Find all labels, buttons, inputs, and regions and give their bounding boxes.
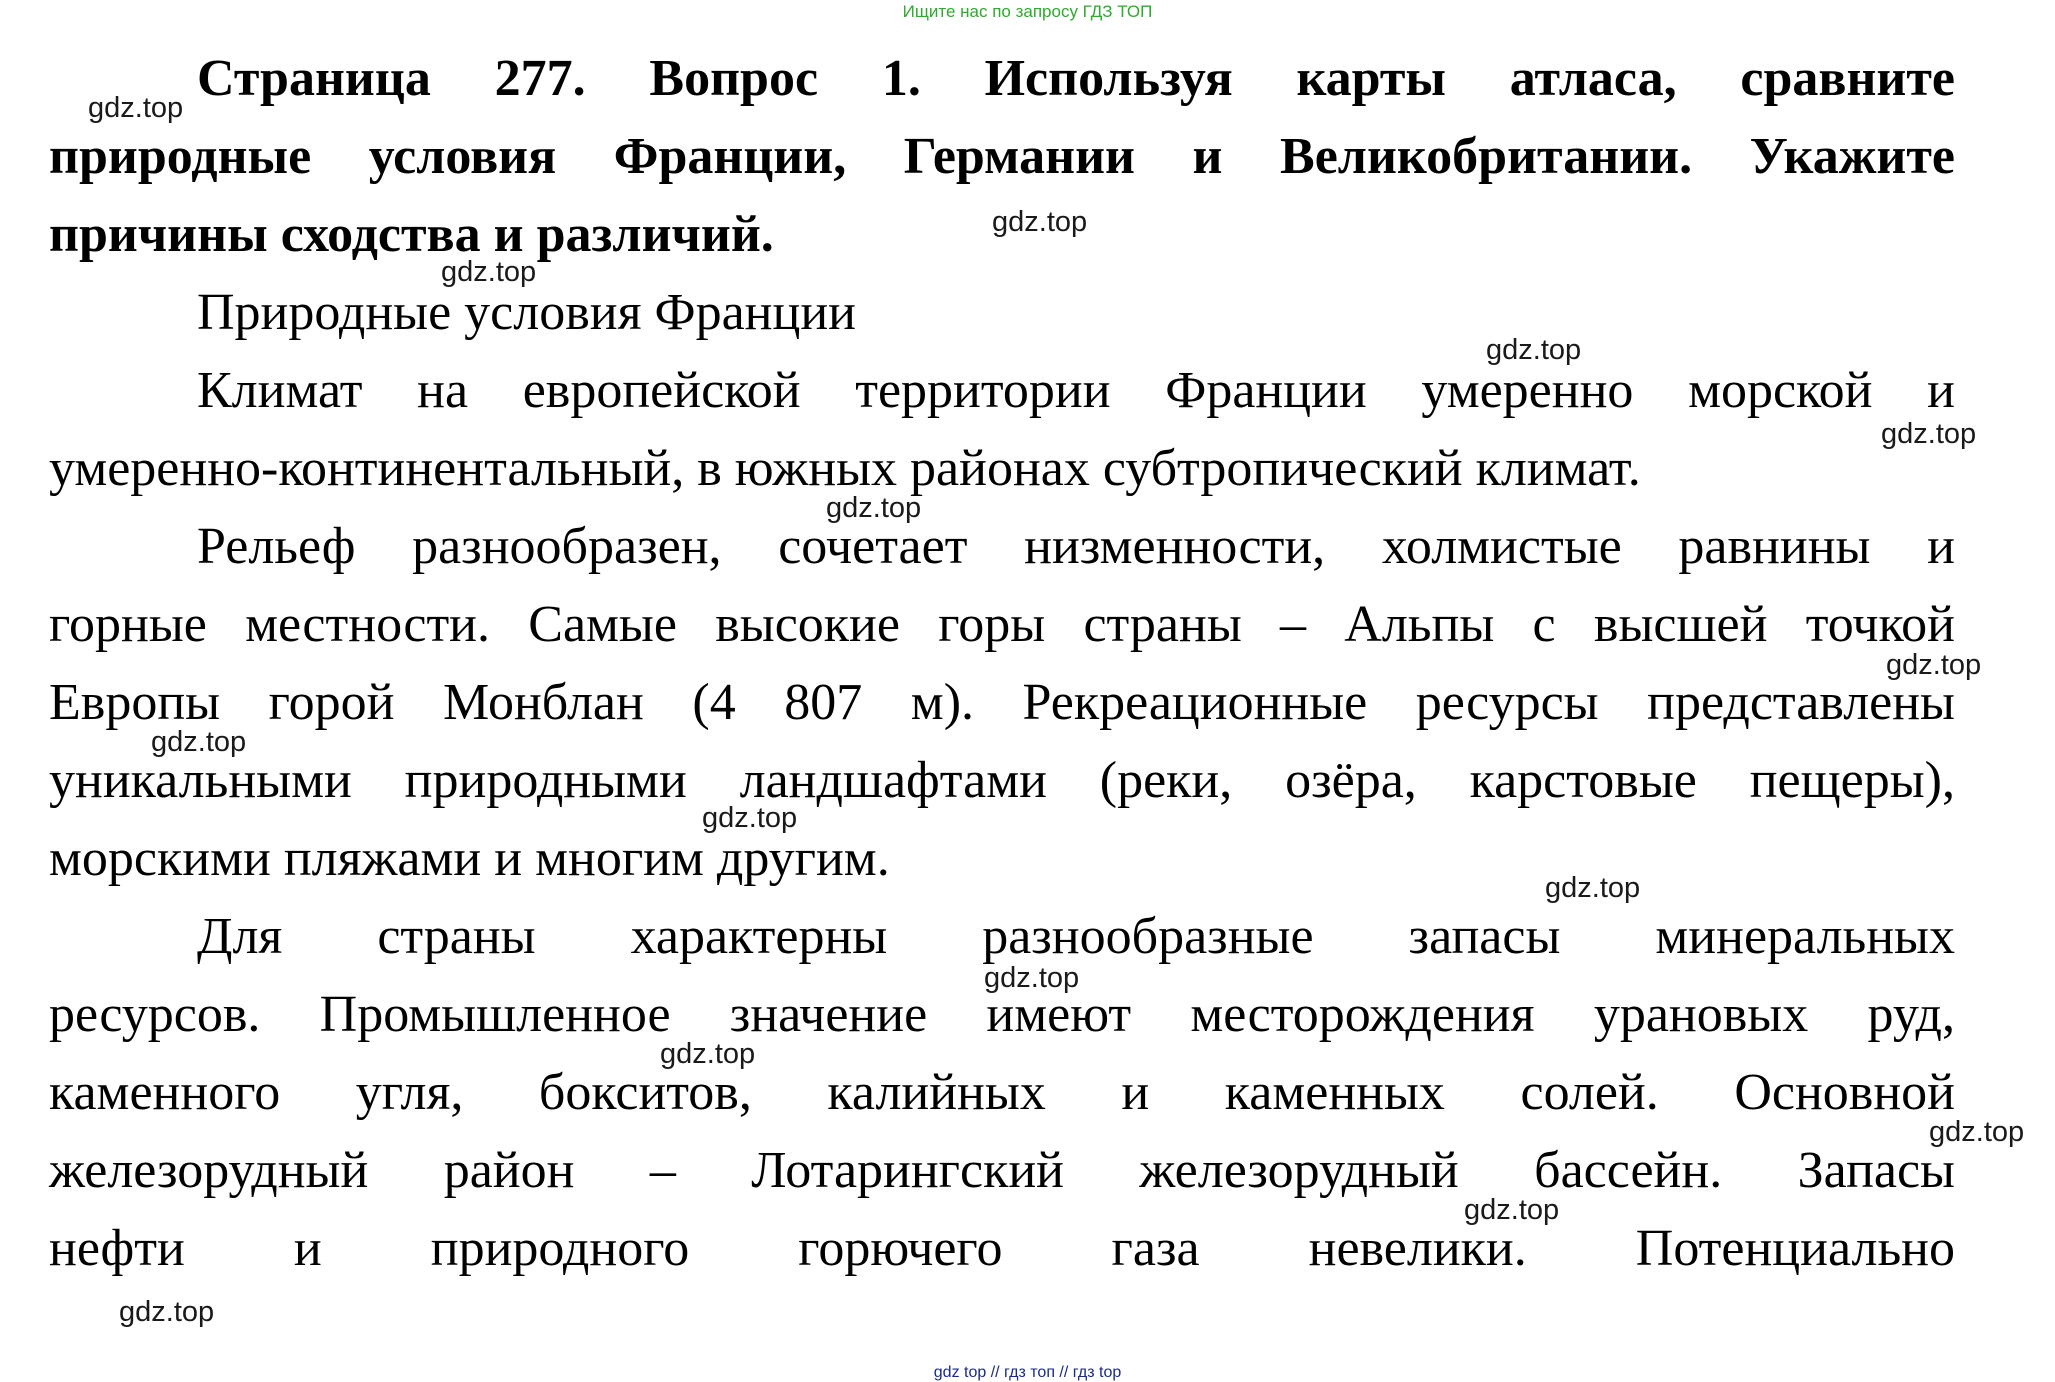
footer-links: gdz top // гдз топ // гдз top — [933, 1364, 1122, 1381]
watermark: gdz.top — [660, 1038, 756, 1070]
question-line-2: природные условия Франции, Германии и Великобритании. Укажите — [49, 128, 1955, 185]
paragraph-line: Европы горой Монблан (4 807 м). Рекреационные ресурсы представлены — [49, 674, 1955, 731]
paragraph-line: Для страны характерны разнообразные запасы минеральных — [197, 908, 1955, 965]
paragraph-line: Климат на европейской территории Франции умеренно морской и — [197, 362, 1955, 419]
watermark: gdz.top — [1464, 1194, 1560, 1226]
watermark: gdz.top — [1545, 872, 1641, 904]
paragraph-line: уникальными природными ландшафтами (реки, озёра, карстовые пещеры), — [49, 752, 1955, 809]
section-heading: Природные условия Франции — [197, 284, 856, 341]
paragraph-line: морскими пляжами и многим другим. — [49, 830, 890, 887]
paragraph-line: умеренно-континентальный, в южных районах субтропический климат. — [49, 440, 1641, 497]
question-line-3: причины сходства и различий. — [49, 206, 774, 263]
top-banner: Ищите нас по запросу ГДЗ ТОП — [902, 2, 1153, 21]
watermark: gdz.top — [984, 962, 1080, 994]
watermark: gdz.top — [441, 256, 537, 288]
paragraph-line: нефти и природного горючего газа невелики. Потенциально — [49, 1220, 1955, 1277]
watermark: gdz.top — [151, 726, 247, 758]
paragraph-line: ресурсов. Промышленное значение имеют месторождения урановых руд, — [49, 986, 1955, 1043]
watermark: gdz.top — [702, 802, 798, 834]
watermark: gdz.top — [826, 492, 922, 524]
watermark: gdz.top — [1929, 1116, 2025, 1148]
paragraph-line: каменного угля, бокситов, калийных и каменных солей. Основной — [49, 1064, 1955, 1121]
watermark: gdz.top — [992, 206, 1088, 238]
watermark: gdz.top — [1886, 649, 1982, 681]
paragraph-line: горные местности. Самые высокие горы страны – Альпы с высшей точкой — [49, 596, 1955, 653]
watermark: gdz.top — [1881, 418, 1977, 450]
watermark: gdz.top — [1486, 334, 1582, 366]
question-line-1: Страница 277. Вопрос 1. Используя карты атласа, сравните — [197, 50, 1955, 107]
watermark: gdz.top — [88, 92, 184, 124]
paragraph-line: Рельеф разнообразен, сочетает низменности, холмистые равнины и — [197, 518, 1955, 575]
paragraph-line: железорудный район – Лотарингский железорудный бассейн. Запасы — [49, 1142, 1955, 1199]
watermark: gdz.top — [119, 1296, 215, 1328]
